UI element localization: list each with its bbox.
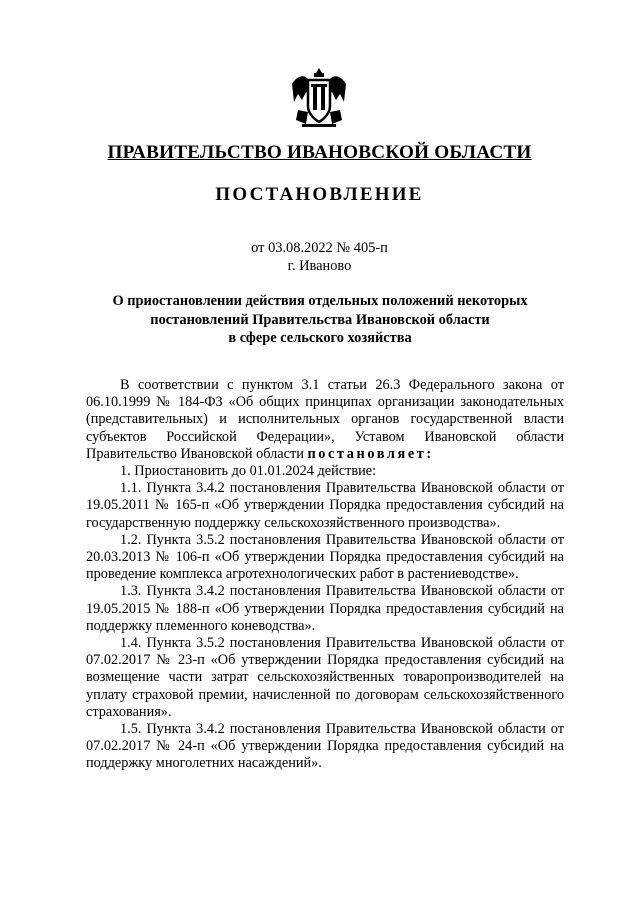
organization-name: ПРАВИТЕЛЬСТВО ИВАНОВСКОЙ ОБЛАСТИ xyxy=(107,142,532,163)
clause-1: 1. Приостановить до 01.01.2024 действие: xyxy=(120,463,377,480)
preamble-text: В соответствии с пунктом 3.1 статьи 26.3 Федерального закона от 06.10.1999 № 184-ФЗ «Об общих принципах организации законодательных (представительных) и исполнительных органов государственной власти субъектов Российской Федерации», Уставом Ивановской области Правительство Ивановской области xyxy=(86,377,564,462)
title-line-3: в сфере сельского хозяйства xyxy=(228,330,412,346)
clause-1-2: 1.2. Пункта 3.5.2 постановления Правительства Ивановской области от 20.03.2013 № 106-п «Об утверждении Порядка предоставления субсидий на проведение комплекса агротехнологических работ в растениеводстве». xyxy=(86,531,564,583)
clause-1-4: 1.4. Пункта 3.5.2 постановления Правительства Ивановской области от 07.02.2017 № 23-п «Об утверждении Порядка предоставления субсидий на возмещение части затрат сельскохозяйственных товаропроизводителей на уплату страховой премии, начисленной по договорам сельскохозяйственного страхования». xyxy=(86,635,564,720)
document-type: ПОСТАНОВЛЕНИЕ xyxy=(215,184,424,205)
clause-1-1: 1.1. Пункта 3.4.2 постановления Правительства Ивановской области от 19.05.2011 № 165-п «Об утверждении Порядка предоставления субсидий на государственную поддержку сельскохозяйственного производства». xyxy=(86,480,564,531)
title-line-1: О приостановлении действия отдельных положений некоторых xyxy=(112,293,528,309)
document-body xyxy=(86,377,564,773)
city: г. Иваново xyxy=(287,258,352,274)
preamble-paragraph xyxy=(86,377,564,463)
date-number: от 03.08.2022 № 405-п xyxy=(251,240,388,256)
clause-1-5: 1.5. Пункта 3.4.2 постановления Правительства Ивановской области от 07.02.2017 № 24-п «Об утверждении Порядка предоставления субсидий на поддержку многолетних насаждений». xyxy=(86,721,564,772)
decree-word: постановляет: xyxy=(307,445,434,462)
title-line-2: постановлений Правительства Ивановской области xyxy=(150,311,490,328)
document-title xyxy=(90,292,550,348)
clause-1-3: 1.3. Пункта 3.4.2 постановления Правительства Ивановской области от 19.05.2015 № 188-п «Об утверждении Порядка предоставления субсидий на поддержку племенного коневодства». xyxy=(86,583,564,634)
coat-of-arms-icon xyxy=(288,66,350,128)
